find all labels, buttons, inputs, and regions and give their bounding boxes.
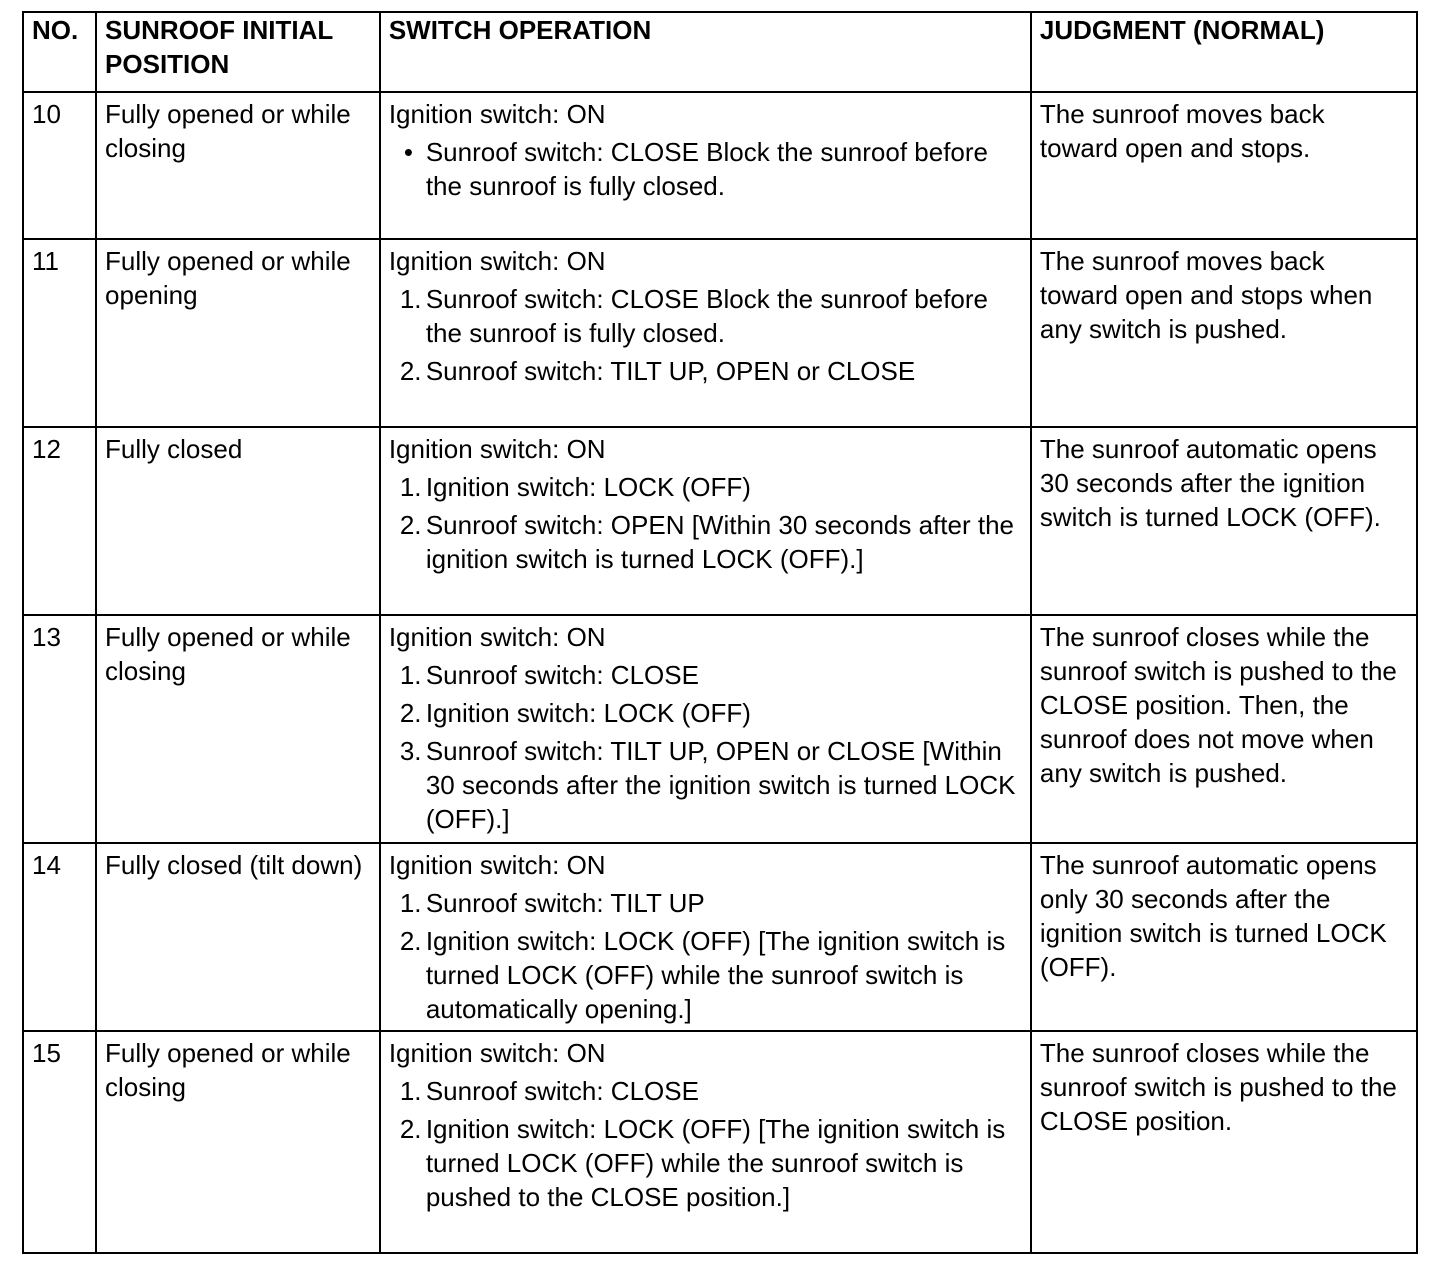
switch-operation: [380, 1031, 1031, 1253]
switch-operation: [380, 615, 1031, 843]
step-text: Sunroof switch: CLOSE Block the sunroof before the sunroof is fully closed.: [425, 137, 989, 201]
operation-step: [389, 282, 1023, 350]
switch-operation: [380, 843, 1031, 1031]
judgment: The sunroof automatic opens only 30 seconds after the ignition switch is turned LOCK (OFF).: [1031, 843, 1417, 1031]
operation-first-line: Ignition switch: ON: [388, 99, 606, 129]
judgment: The sunroof moves back toward open and stops when any switch is pushed.: [1031, 239, 1417, 427]
row-number: 10: [23, 92, 96, 239]
judgment: The sunroof automatic opens 30 seconds after the ignition switch is turned LOCK (OFF).: [1031, 427, 1417, 615]
step-number: 2.: [399, 1114, 422, 1144]
header-row: [23, 12, 1417, 92]
step-text: Ignition switch: LOCK (OFF) [The ignition switch is turned LOCK (OFF) while the sunroof switch is automatically opening.]: [425, 926, 1006, 1024]
step-text: Sunroof switch: TILT UP, OPEN or CLOSE [Within 30 seconds after the ignition switch is turned LOCK (OFF).]: [425, 736, 1016, 834]
table-row: [23, 843, 1417, 1031]
row-number: 15: [23, 1031, 96, 1253]
step-text: Sunroof switch: TILT UP: [425, 888, 705, 918]
operation-step: [389, 508, 1023, 576]
operation-step: [389, 1074, 1023, 1108]
operation-step: [389, 470, 1023, 504]
step-number: 1.: [399, 888, 422, 918]
header-no: NO.: [23, 12, 96, 92]
initial-position: Fully opened or while closing: [96, 1031, 380, 1253]
initial-position: Fully opened or while closing: [96, 615, 380, 843]
step-number: 3.: [399, 736, 422, 766]
step-number: 2.: [399, 510, 422, 540]
step-number: 1.: [399, 472, 422, 502]
step-text: Ignition switch: LOCK (OFF): [425, 698, 751, 728]
operation-first-line: Ignition switch: ON: [388, 246, 606, 276]
step-text: Ignition switch: LOCK (OFF): [425, 472, 751, 502]
operation-first-line: Ignition switch: ON: [388, 1038, 606, 1068]
operation-first-line: Ignition switch: ON: [388, 434, 606, 464]
table-row: [23, 427, 1417, 615]
row-number: 13: [23, 615, 96, 843]
table-row: [23, 1031, 1417, 1253]
step-number: 1.: [399, 284, 422, 314]
judgment: The sunroof closes while the sunroof switch is pushed to the CLOSE position.: [1031, 1031, 1417, 1253]
step-text: Ignition switch: LOCK (OFF) [The ignition switch is turned LOCK (OFF) while the sunroof switch is pushed to the CLOSE position.]: [425, 1114, 1006, 1212]
operation-first-line: Ignition switch: ON: [388, 850, 606, 880]
operation-step: [389, 696, 1023, 730]
operation-step: [389, 658, 1023, 692]
bullet-marker: •: [403, 137, 413, 167]
step-text: Sunroof switch: CLOSE: [425, 1076, 699, 1106]
header-judgment: JUDGMENT (NORMAL): [1031, 12, 1417, 92]
switch-operation: [380, 427, 1031, 615]
operation-step: [389, 1112, 1023, 1214]
row-number: 14: [23, 843, 96, 1031]
initial-position: Fully opened or while opening: [96, 239, 380, 427]
table-row: [23, 615, 1417, 843]
operation-step: [389, 135, 1023, 203]
operation-first-line: Ignition switch: ON: [388, 622, 606, 652]
switch-operation: [380, 92, 1031, 239]
step-number: 2.: [399, 698, 422, 728]
judgment: The sunroof closes while the sunroof switch is pushed to the CLOSE position. Then, the sunroof does not move when any switch is pushed.: [1031, 615, 1417, 843]
initial-position: Fully closed (tilt down): [96, 843, 380, 1031]
table-row: [23, 239, 1417, 427]
header-initial-position: SUNROOF INITIAL POSITION: [96, 12, 380, 92]
step-number: 2.: [399, 926, 422, 956]
step-number: 1.: [399, 1076, 422, 1106]
sunroof-operation-table: [22, 11, 1418, 1254]
step-number: 1.: [399, 660, 422, 690]
step-text: Sunroof switch: CLOSE Block the sunroof before the sunroof is fully closed.: [425, 284, 989, 348]
switch-operation: [380, 239, 1031, 427]
initial-position: Fully closed: [96, 427, 380, 615]
operation-step: [389, 924, 1023, 1026]
step-text: Sunroof switch: OPEN [Within 30 seconds after the ignition switch is turned LOCK (OFF).]: [425, 510, 1014, 574]
operation-step: [389, 886, 1023, 920]
step-text: Sunroof switch: CLOSE: [425, 660, 699, 690]
operation-step: [389, 734, 1023, 836]
row-number: 11: [23, 239, 96, 427]
initial-position: Fully opened or while closing: [96, 92, 380, 239]
step-text: Sunroof switch: TILT UP, OPEN or CLOSE: [425, 356, 916, 386]
operation-step: [389, 354, 1023, 388]
table-row: [23, 92, 1417, 239]
row-number: 12: [23, 427, 96, 615]
step-number: 2.: [399, 356, 422, 386]
judgment: The sunroof moves back toward open and stops.: [1031, 92, 1417, 239]
header-switch-operation: SWITCH OPERATION: [380, 12, 1031, 92]
